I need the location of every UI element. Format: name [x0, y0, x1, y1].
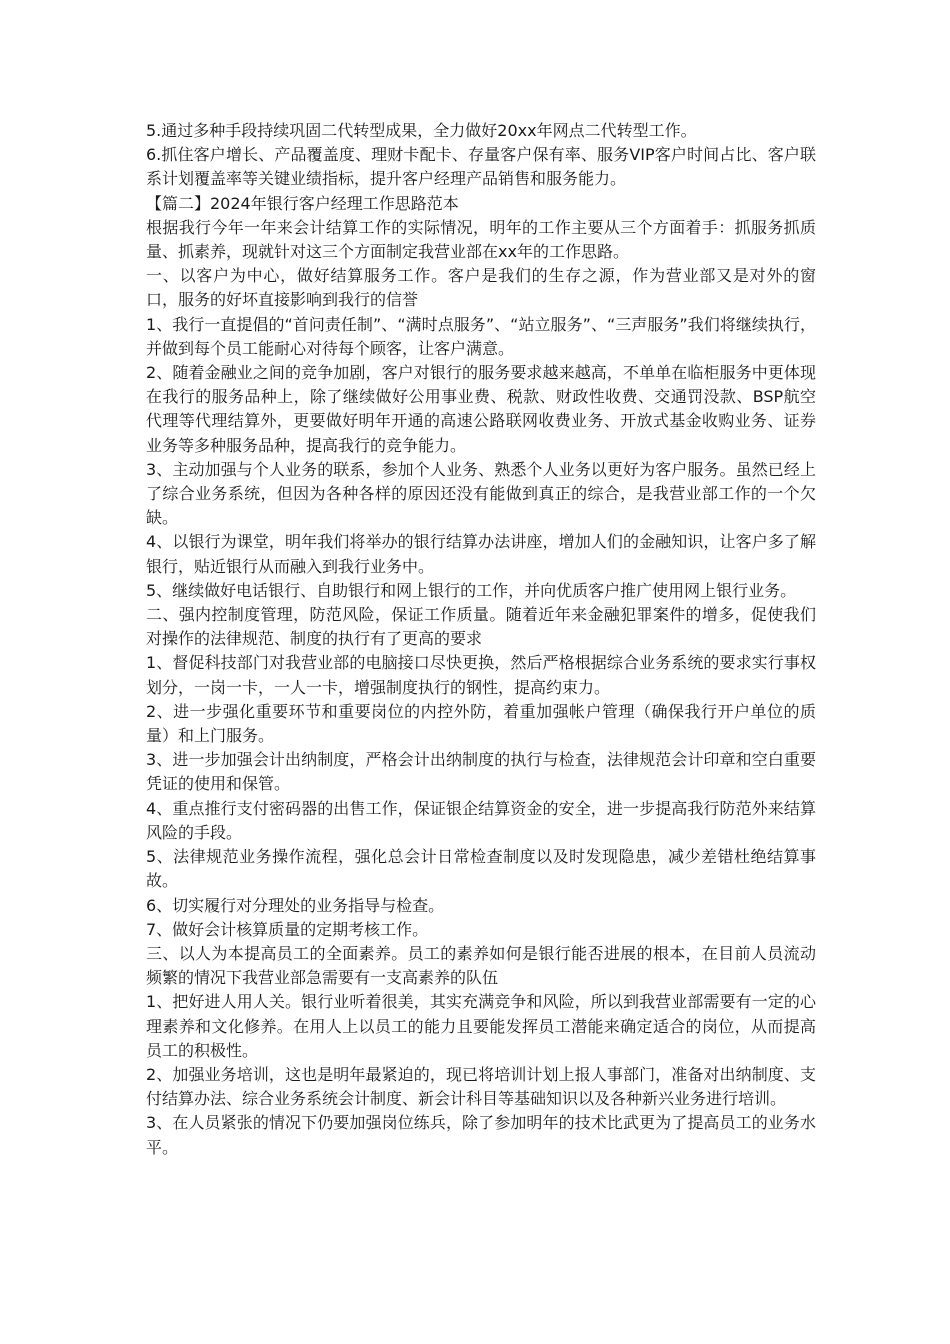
paragraph: 三、以人为本提高员工的全面素养。员工的素养如何是银行能否进展的根本，在目前人员流动频繁的情况下我营业部急需要有一支高素养的队伍	[146, 943, 816, 988]
paragraph: 4、以银行为课堂，明年我们将举办的银行结算办法讲座，增加人们的金融知识，让客户多了解银行，贴近银行从而融入到我行业务中。	[146, 532, 816, 576]
paragraph: 5.通过多种手段持续巩固二代转型成果，全力做好20xx年网点二代转型工作。	[146, 121, 697, 140]
paragraph: 5、法律规范业务操作流程，强化总会计日常检查制度以及时发现隐患，减少差错杜绝结算事故。	[146, 847, 816, 891]
paragraph: 4、重点推行支付密码器的出售工作，保证银企结算资金的安全，进一步提高我行防范外来结算风险的手段。	[146, 798, 816, 842]
paragraph: 6、切实履行对分理处的业务指导与检查。	[146, 895, 445, 915]
paragraph: 1、我行一直提倡的“首问责任制”、“满时点服务”、“站立服务”、“三声服务”我们将继续执行，并做到每个员工能耐心对待每个顾客，让客户满意。	[146, 314, 816, 358]
paragraph: 一、以客户为中心，做好结算服务工作。客户是我们的生存之源，作为营业部又是对外的窗口，服务的好坏直接影响到我行的信誉	[146, 266, 816, 310]
paragraph: 2、加强业务培训，这也是明年最紧迫的，现已将培训计划上报人事部门，准备对出纳制度、支付结算办法、综合业务系统会计制度、新会计科目等基础知识以及各种新兴业务进行培训。	[146, 1064, 816, 1109]
paragraph: 6.抓住客户增长、产品覆盖度、理财卡配卡、存量客户保有率、服务VIP客户时间占比、客户联系计划覆盖率等关键业绩指标，提升客户经理产品销售和服务能力。	[146, 145, 816, 189]
paragraph: 2、随着金融业之间的竞争加剧，客户对银行的服务要求越来越高，不单单在临柜服务中更体现在我行的服务品种上，除了继续做好公用事业费、税款、财政性收费、交通罚没款、BSP航空代理等代理结算外，更要做好明年开通的高速公路联网收费业务、开放式基金收购业务、证券业务等多种服务品种，提高我行的竞争能力。	[146, 363, 816, 455]
paragraph: 3、进一步加强会计出纳制度，严格会计出纳制度的执行与检查，法律规范会计印章和空白重要凭证的使用和保管。	[146, 750, 816, 794]
paragraph: 5、继续做好电话银行、自助银行和网上银行的工作，并向优质客户推广使用网上银行业务。	[146, 580, 797, 600]
paragraph: 1、督促科技部门对我营业部的电脑接口尽快更换，然后严格根据综合业务系统的要求实行事权划分，一岗一卡，一人一卡，增强制度执行的钢性，提高约束力。	[146, 653, 816, 697]
paragraph: 3、在人员紧张的情况下仍要加强岗位练兵，除了参加明年的技术比武更为了提高员工的业务水平。	[146, 1113, 816, 1157]
section-heading: 【篇二】2024年银行客户经理工作思路范本	[146, 193, 459, 213]
document-page	[146, 119, 816, 1160]
paragraph: 根据我行今年一年来会计结算工作的实际情况，明年的工作主要从三个方面着手：抓服务抓质量、抓素养，现就针对这三个方面制定我营业部在xx年的工作思路。	[146, 217, 816, 262]
paragraph: 二、强内控制度管理，防范风险，保证工作质量。随着近年来金融犯罪案件的增多，促使我们对操作的法律规范、制度的执行有了更高的要求	[146, 605, 816, 649]
paragraph: 2、进一步强化重要环节和重要岗位的内控外防，着重加强帐户管理（确保我行开户单位的质量）和上门服务。	[146, 701, 816, 746]
paragraph: 1、把好进人用人关。银行业听着很美，其实充满竞争和风险，所以到我营业部需要有一定的心理素养和文化修养。在用人上以员工的能力且要能发挥员工潜能来确定适合的岗位，从而提高员工的积极性。	[146, 992, 816, 1060]
paragraph: 7、做好会计核算质量的定期考核工作。	[146, 919, 429, 939]
paragraph: 3、主动加强与个人业务的联系，参加个人业务、熟悉个人业务以更好为客户服务。虽然已经上了综合业务系统，但因为各种各样的原因还没有能做到真正的综合，是我营业部工作的一个欠缺。	[146, 459, 816, 528]
